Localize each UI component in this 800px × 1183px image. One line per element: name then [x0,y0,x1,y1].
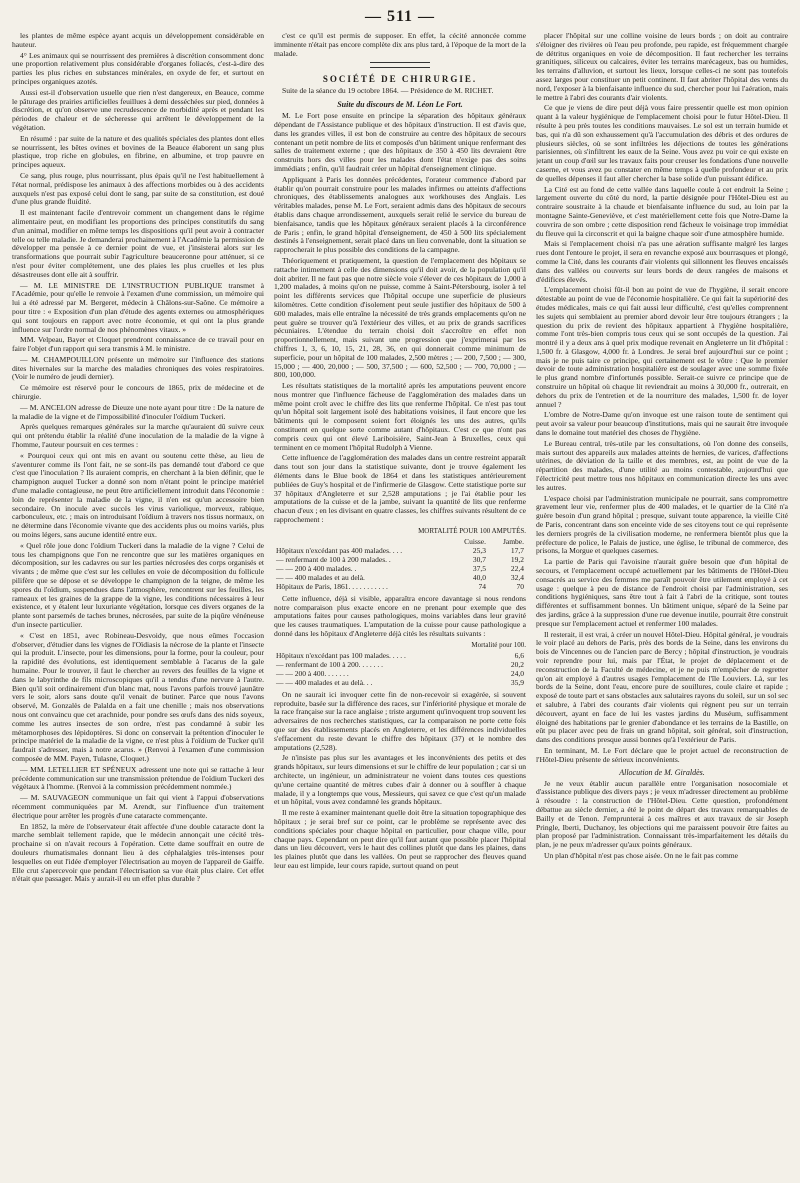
row-label: Hôpitaux n'excédant pas 100 malades. . . . . [276,650,406,660]
paragraph: Les résultats statistiques de la mortalité après les amputations peuvent encore nous montrer que l'influence fâcheuse de l'agglomération des malades dans un même point croît avec le chiffre des lits que renferme l'hôpital. Ce n'est pas tout qu'un hôpital soit largement isolé des habitations voisines, il faut encore que les bâtiments qui le composent soient fort éloignés les uns des autres, qu'ils constituent en quelque sorte comme autant d'hôpitaux. C'est ce que n'ont pas compris ceux qui ont élevé Lariboisière, Saint-Jean à Bruxelles, ceux qui terminent en ce moment l'hôpital Rudolph à Vienne. [274,381,526,452]
paragraph: « Pourquoi ceux qui ont mis en avant ou soutenu cette thèse, au lieu de s'aventurer comme ils l'ont fait, ne se sont-ils pas demandé tout d'abord ce que c'est que l'inoculation ? Ils auraient compris, en cherchant à la bien définir, que le champignon auquel Tucker a donné son nom n'étant point le principe matériel d'une maladie contagieuse, ne peut être artificiellement introduit dans l'économie : loin de représenter la maladie de la vigne, il n'en est qu'un accessoire bien secondaire. On inocule avec succès les virus variolique, morveux, rabique, carbonculeux, etc. ; mais on introduisant l'oïdium à travers nos tissus normaux, on ne détermine dans l'économie vivante que des accidents plus ou moins variés, plus ou moins légers, sans aucune identité entre eux. [12,450,264,540]
paragraph: Ce mémoire est réservé pour le concours de 1865, prix de médecine et de chirurgie. [12,383,264,402]
paragraph: placer l'hôpital sur une colline voisine de leurs bords ; on doit au contraire s'éloigner des rivières où l'eau peu profonde, peu rapide, est fréquemment chargée de détritus organiques en voie de décomposition. Il faut rechercher les terrains granitiques, siliceux ou calcaires, éviter les terrains marécageux, bas ou humides, les terrains d'alluvion, et surtout les lieux, lorsque celles-ci ne sont pas toutefois assez larges pour constituer un petit continent. Il faut abriter l'hôpital des vents du nord, l'exposer à la bienfaisante influence du sud, chercher pour lui l'aération, mais le mettre à l'abri des courants d'air violents. [536,32,788,102]
row-label: Hôpitaux n'excédant pas 400 malades. . . . [276,545,403,555]
row-label: — — 400 malades et au delà. . . [276,677,373,687]
paragraph: — M. CHAMPOUILLON présente un mémoire sur l'influence des stations dites hivernales sur la marche des maladies chroniques des voies respiratoires. (Voir le numéro de jeudi dernier). [12,354,264,382]
paragraph: Théoriquement et pratiquement, la question de l'emplacement des hôpitaux se rattache intimement à celle des dimensions qu'il doit avoir, de la population qu'il doit abriter. Il ne faut pas que notre siècle voie s'élever de ces hôpitaux de 1,000 à 1,200 malades, à moins qu'on ne puisse, comme à Saint-Pétersbourg, isoler à tel point les différents services que l'hôpital occupe une superficie de plusieurs kilomètres. Cette condition d'isolement peut seule justifier des hôpitaux de 500 à 600 malades, mais elle entraîne la nécessité de très grands emplacements qu'on ne peut guère se trouver qu'à l'extérieur des villes, et au prix de grands sacrifices pécuniaires. L'étendue du terrain choisi doit s'accroître en effet non proportionnellement, mais suivant une progression que j'exprimerai par les chiffres 1, 3, 6, 10, 15, 21, 28, 36, en qui donnerait comme minimum de superficie, pour un hôpital de 100 malades, 2,500 mètres ; — 200, 7,500 ; — 300, 15,000 ; — 400, 20,000 ; — 500, 37,500 ; — 600, 52,500 ; — 700, 70,000 ; — 800, 100,000. [274,255,526,380]
right-column [536,32,788,1177]
paragraph: — M. LE MINISTRE DE L'INSTRUCTION PUBLIQUE transmet à l'Académie, pour qu'elle le renvoie à l'examen d'une commission, un mémoire qui lui a été adressé par M. Bergeret, médecin à Châlons-sur-Saône. Ce mémoire a pour titre : « Exposition d'un plan d'étude des agents externes ou atmosphériques qui sont toujours en rapport avec notre économie, et qui ont la plus grande influence sur l'ordre normal de nos phénomènes vitaux. » [12,280,264,334]
paragraph: « C'est en 1851, avec Robineau-Desvoidy, que nous eûmes l'occasion d'observer, d'étudier dans les vignes de l'Oïdiasis la nécrose de la plante et l'insecte qui la produit. L'insecte, pour les dimensions, pour la forme, pour la couleur, pour la rapidité des évolutions, est identiquement semblable à l'acarus de la gale humaine. Pour le trouver, il faut le chercher au revers des feuilles de la vigne et dans le labyrinthe de fils microscopiques qu'il a tendus d'une nervure à l'autre. Bien qu'il soit ordinairement d'un blanc mat, nous l'avons parfois trouvé jaunâtre vers le soir, alors sans doute qu'il venait de butiner. Parce que nous l'avons observé, M. Gonzalès de Palalda en a fait une chenille ; mais nos observations nous ont convaincu que cet arachnide, pour pondre ses œufs dans des nids soyeux, comme les autres insectes de son ordre, n'est pas condamné à subir les métamorphoses des lépidoptères. Si donc on conservait la prétention d'inoculer le principe matériel de la maladie de la vigne, ce n'est plus à l'oïdium de Tucker qu'il faudrait s'adresser, mais à notre acarus. » (Renvoi à l'examen d'une commission composée de MM. Payen, Tulasne, Cloquet.) [12,630,264,763]
paragraph: L'ombre de Notre-Dame qu'on invoque est une raison toute de sentiment qui peut avoir sa valeur pour beaucoup d'institutions, mais qui ne saurait être invoquée dans le domaine tout matériel des choses de l'hygiène. [536,410,788,438]
section-separator [370,62,430,68]
mortality-table [274,537,526,591]
paragraph: MM. Velpeau, Bayer et Cloquet prendront connaissance de ce travail pour en faire l'objet d'un rapport qui sera transmis à M. le ministre. [12,335,264,354]
page-number: — 511 — [364,8,436,25]
left-column [12,32,264,1177]
paragraph: En résumé : par suite de la nature et des qualités spéciales des plantes dont elles se nourrissent, les bêtes ovines et bovines de la Beauce élaborent un sang plus plastique, trop riche en globules, en fibrine, en albumine, et trop pauvre en principes aqueux. [12,133,264,170]
paragraph: On ne saurait ici invoquer cette fin de non-recevoir si exagérée, si souvent reproduite, basée sur la différence des races, sur l'infériorité physique et morale de la race française sur la race anglaise ; triste argument qu'invoquent trop souvent les adversaires de nos recherches statistiques, car la comparaison ne porte cette fois que sur des établissements placés en Angleterre, et les différences individuelles s'effacement du reste devant le chiffre des hôpitaux (37) et le nombre des amputations (2,528). [274,689,526,752]
paragraph: Il resterait, il est vrai, à créer un nouvel Hôtel-Dieu. Hôpital général, je voudrais le voir placé au dehors de Paris, près des bords de la Seine, dans les environs du bois de Vincennes ou de l'ancien parc de Bercy ; hôpital d'instruction, je voudrais voir reprendre pour lui, mais par l'État, le projet de déplacement et de reconstruction de la Faculté de médecine, et je ne puis m'empêcher de regretter qu'on ait employé à d'autres usages l'emplacement de l'île Louviers. Là, sur les bords de la Seine, dont l'eau, encore pure de souillures, coule claire et rapide ; exposé de toute part et sans obstacles aux salutaires rayons du soleil, sur un sol sec et salubre, à l'abri des courants d'air violents qui règnent peu sur un terrain découvert, ayant en face de lui les vastes jardins du Muséum, suffisamment éloigné des habitations par le grenier d'abondance et les terrains de la Bastille, on eût pu placer avec peu de frais un grand hôpital, soit général, soit d'instruction, dans des conditions presque aussi bonnes qu'à l'extérieur de Paris. [536,629,788,745]
paragraph: 4° Les animaux qui se nourrissent des premières à discrétion consomment donc une proportion relativement plus considérable d'organes foliacés, c'est-à-dire des parties les plus riches en substances minérales, en oxyde de fer, et surtout en principes organiques azotés. [12,50,264,86]
middle-column [274,32,526,1177]
cell: 70 [516,581,524,591]
row-label: Hôpitaux de Paris, 1861. . . . . . . . . . . [276,581,388,591]
table-row [274,660,526,669]
paragraph: — M. SAUVAGEON communique un fait qui vient à l'appui d'observations récemment communiquées par M. Arendt, sur l'influence d'un traitement électrique pour arrêter les progrès d'une cataracte commençante. [12,793,264,820]
paragraph: Il est maintenant facile d'entrevoir comment un changement dans le régime alimentaire peut, en modifiant les proportions des principes constitutifs du sang d'un animal, modifier en même temps les dispositions qu'il peut avoir à contracter telle ou telle maladie. Je demanderai prochainement à l'Académie la permission de développer ma pensée à ce dernier point de vue, et j'insisterai alors sur les transformations que pourrait subir l'agriculture beauceronne pour atténuer, si ce n'est pour éviter complétement, une des plaies les plus cruelles et les plus désastreuses dont elle ait à souffrir. [12,208,264,279]
paragraph: Cette influence de l'agglomération des malades dans un centre restreint apparaît dans tout son jour dans la statistique suivante, dont je trouve également les éléments dans le Blue book de 1864 et dans les statistiques antérieurement publiées de Guy's hospital et de l'infirmerie de Glasgow. Cette statistique porte sur 37 hôpitaux d'Angleterre et sur 2,528 amputations ; je l'ai établie pour les amputations de la cuisse et de la jambe, suivant la quantité de lits que renferme chacun d'eux ; en les divisant en quatre classes, les chiffres suivants résultent de ce rapprochement : [274,453,526,525]
table-row [274,546,526,555]
paragraph: M. Le Fort pose ensuite en principe la séparation des hôpitaux généraux dépendant de l'Assistance publique et des hôpitaux d'instruction. Il est d'avis que, dans les grandes villes, il est bon de construire au centre des hôpitaux de secours contenant un petit nombre de lits et composés d'un bâtiment unique renfermant des salles de traitement externe ; que des hôpitaux de 350 à 450 lits devraient être construits hors des villes pour les malades dont l'état n'exige pas des soins immédiats ; enfin, qu'il faudrait créer un hôpital d'enseignement clinique. [274,111,526,173]
paragraph: Aussi est-il d'observation usuelle que rien n'est dangereux, en Beauce, comme le pâturage des prairies artificielles feuillues à demi desséchées sur pied, données à discrétion, et qu'on observe une recrudescence de morbidité après et pendant les périodes de chaleur et de sécheresse qui arrêtent le développement de la végétation. [12,87,264,132]
cell: 37,5 [472,563,486,573]
cell: 74 [478,581,486,591]
paragraph: La partie de Paris qui l'avoisine n'aurait guère besoin que d'un hôpital de secours, et l'emplacement occupé actuellement par les bâtiments de l'Hôtel-Dieu consacrés au service des femmes me paraît pouvoir être utilement employé à cet usage : quelque à peu de distance de l'endroit choisi par l'administration, ses conditions hygiéniques, sans être tout à fait à l'abri de la critique, sont toutes différentes et suffisamment bonnes. Un bâtiment unique, séparé de la Seine par des jardins, grâce à la suppression d'une rue devenue inutile, pourrait être construit presque sur l'emplacement actuel et renfermer 100 malades. [536,557,788,628]
row-label: — renfermant de 100 à 200. . . . . . . [276,659,384,669]
table-row [274,555,526,564]
column-header: Jambe. [502,536,524,546]
cell: 25,3 [472,545,486,555]
paragraph: c'est ce qu'il est permis de supposer. En effet, la cécité annoncée comme imminente n'était pas encore complète dix ans plus tard, à l'époque de la mort de la malade. [274,32,526,58]
row-label: — renfermant de 100 à 200 malades. . [276,554,391,564]
paragraph: « Quel rôle joue donc l'oïdium Tuckeri dans la maladie de la vigne ? Celui de tous les champignons que l'on ne rencontre que sur les matières organiques en décomposition, sur les cadavres ou sur les parties nécrosées des corps organisés et vivants ; de même que c'est sur les cellules en voie de décomposition du follicule pilifère que se dépose et se développe le champignon de la teigne, de même les spores du l'oïdium, suspendues dans l'atmosphère, rencontrent sur les feuilles, les rameaux et les graines de la grappe de la vigne, les conditions nécessaires à leur existence, et y étalent leur luxuriante végétation, lorsque ces divers organes de la plante sont parsemés de taches brunes, nécrosées, par suite de la piqûre vénéneuse d'un insecte particulier. [12,540,264,629]
paragraph: En 1852, la mère de l'observateur était affectée d'une double cataracte dont la marche semblait tellement rapide, que le médecin annonçait une cécité très-prochaine si on n'avait recours à l'opération. Cette dame souffrait en outre de douleurs rhumatismales donnant lieu à des céphalalgies très-intenses pour lesquelles on eut l'idée d'employer l'électrisation au moyen de l'appareil de Gaiffe. Elle crut s'apercevoir que pendant l'électrisation sa vue était plus claire. Cet effet n'était que passager. Mais y aurait-il eu un effet plus durable ? [12,821,264,884]
paragraph: Je ne veux établir aucun parallèle entre l'organisation nosocomiale et d'assistance publique des divers pays ; je veux m'adresser directement au problème à résoudre : la construction de l'Hôtel-Dieu. Cette question, profondément débattue au siècle dernier, a été le point de départ des travaux remarquables de Bailly et de Tenon. J'emprunterai à ces maîtres et aux travaux de sir Joseph Pringle, Iberti, Duchanoy, les objections qui me paraissent pouvoir être faites au plan proposé par l'administration. Connaissant très-imparfaitement les détails du plan, je ne peux m'adresser qu'aux points généraux. [536,778,788,850]
paragraph: La Cité est au fond de cette vallée dans laquelle coule à cet endroit la Seine ; largement ouverte du côté du nord, la partie désignée pour l'Hôtel-Dieu est au contraire soustraite à la chaude et bienfaisante influence du sud, au loin par la montagne Sainte-Geneviève, et c'est matériellement cette fois que Notre-Dame la couvrira de son ombre ; cette disposition rend fâcheux le voisinage trop immédiat du fleuve qui la circonscrit et qui la baigne chaque soir d'une atmosphère humide. [536,184,788,238]
cell: 35,9 [510,677,524,687]
cell: 6,6 [514,650,524,660]
cell: 30,7 [472,554,486,564]
cell: 32,4 [510,572,524,582]
table-row [274,582,526,591]
paragraph: L'espace choisi par l'administration municipale ne pourrait, sans compromettre gravement leur vie, renfermer plus de 400 malades, et le quartier de la Cité n'a guère besoin d'un grand hôpital ; presque, suivant toute apparence, la vieille Cité de Paris, concentrant dans son enceinte vide de ses citoyens tout ce qui représente les derniers progrès de la civilisation moderne, ne renfermera bientôt plus que la préfecture de police, le Palais de justice, une église, le tribunal de commerce, des prisons, la Morgue et quelques casernes. [536,493,788,556]
paragraph: Cette influence, déjà si visible, apparaîtra encore davantage si nous rendons notre comparaison plus exacte encore en ne prenant pour exemple que des amputations faites pour causes pathologiques, moins variables dans leur gravité que les causes traumatiques. L'amputation de la cuisse pour cause pathologique a donné dans les hôpitaux d'Angleterre déjà cités les résultats suivants : [274,593,526,639]
cell: 17,7 [510,545,524,555]
paragraph: — MM. LETELLIER ET SPÉNEUX adressent une note qui se rattache à leur précédente communication sur une transmission prétendue de l'oïdium Tuckeri des végétaux à l'homme. (Renvoi à la commission précédemment nommée.) [12,764,264,792]
pathological-mortality-table [274,651,526,687]
paragraph: Il me reste à examiner maintenant quelle doit être la situation topographique des hôpitaux ; je serai bref sur ce point, car le problème se représente avec des conditions spéciales pour chaque hôpital en particulier, pour chaque ville, pour chaque pays. Cependant on peut dire qu'il faut autant que possible placer l'hôpital dans un lieu découvert, vers le haut des collines plutôt que dans les plaines, dans les plaines plutôt que dans les vallées. On peut se rapprocher des fleuves quand leur eau est limpide, leur cours rapide, surtout quand on peut [274,808,526,870]
session-line: Suite de la séance du 19 octobre 1864. — Présidence de M. RICHET. [282,86,494,96]
paragraph: Ce que je viens de dire peut déjà vous faire pressentir quelle est mon opinion quant à la valeur hygiénique de l'emplacement choisi pour le futur Hôtel-Dieu. Il résulte à peu près toutes les conditions mauvaises. Le sol est un terrain humide et bas, qui n'a dû son exhaussement qu'à l'accumulation des débris et des ordures de plusieurs siècles, où se sont infiltrées les déjections de toutes les générations parisiennes, où s'infiltrent les eaux de la Seine. Vous avez pu voir ce qui existe en jetant un coup d'œil sur les travaux faits pour creuser les fondations d'une nouvelle caserne, et vous avez pu constater en même temps à quelle profondeur et au prix de quelles dépenses il faut aller chercher la base solide d'un puissant édifice. [536,103,788,183]
cell: 40,0 [472,572,486,582]
paragraph: Mais si l'emplacement choisi n'a pas une aération suffisante malgré les larges rues dont l'entoure le projet, il sera en revanche exposé aux bourrasques et plongé, comme la Cité, dans les courants d'air violents qui sillonnent les fleuves encaissés dans des vallées ou couverts sur leurs bords de deux rangées de maisons et d'édifices élevés. [536,239,788,284]
cell: 22,4 [510,563,524,573]
table-header: Mortalité pour 100. [471,640,526,649]
paragraph: Je n'insiste pas plus sur les avantages et les inconvénients des petits et des grands hôpitaux, sur leurs dimensions et sur le chiffre de leur population ; car si un architecte, un ingénieur, un administrateur ne voient dans toutes ces questions qu'une certaine quantité de mètres cubes d'air à donner ou à souffler à chaque malade, il y a longtemps que vous, Messieurs, qui savez ce que c'est qu'un malade et un hôpital, vous avez condamné les grands hôpitaux. [274,753,526,807]
table-row [274,669,526,678]
columns [12,32,788,1177]
paragraph: — M. ANCELON adresse de Dieuze une note ayant pour titre : De la nature de la maladie de la vigne et de l'impossibilité d'inoculer l'oïdium Tuckeri. [12,402,264,421]
table-header: MORTALITÉ POUR 100 AMPUTÉS. [418,526,526,535]
section-subtitle: Allocution de M. Giraldès. [619,767,705,777]
paragraph: Le Bureau central, très-utile par les consultations, où l'on donne des conseils, mais surtout des appareils aux malades atteints de hernies, de varices, d'affections utérines, de déviation de la taille et des membres, est, au point de vue de la répartition des malades, d'une utilité au moins contestable, aujourd'hui que l'électricité peut mettre tous nos hôpitaux en communication directe les uns avec les autres. [536,438,788,492]
table-row [274,678,526,687]
row-label: — — 400 malades et au delà. [276,572,365,582]
paragraph: Ce sang, plus rouge, plus nourrissant, plus épais qu'il ne l'est habituellement à l'état normal, prédispose les animaux à des affections morbides ou à des accidents auxquels n'est pas exposé celui dont le sang, par suite de sa constitution, est doué d'une plus grande fluidité. [12,170,264,207]
paragraph: Après quelques remarques générales sur la marche qu'auraient dû suivre ceux qui ont prétendu établir la réalité d'une inoculation de la maladie de la vigne à l'homme, l'auteur poursuit en ces termes : [12,422,264,450]
paragraph: L'emplacement choisi fût-il bon au point de vue de l'hygiène, il serait encore détestable au point de vue de l'économie hospitalière. Ce qui fait la supériorité des études médicales, mais ce qui fait aussi leur difficulté, c'est qu'elles comprennent les sujets qui semblaient au premier abord devoir leur être toujours étrangers ; la question du prix de revient des hôpitaux appartient à l'hygiène hospitalière, comme l'ont très-bien compris tous ceux qui se sont occupés de la question. J'ai montré il y a deux ans à quel prix modique revenait en Angleterre un lit d'hôpital : 1,500 fr. à Glasgow, 4,000 fr. à Londres. Je serai bref aujourd'hui sur ce point ; mais je ne puis taire ce principe, qui certainement est le vôtre : Que le premier devoir de toute administration hospitalière est de soulager avec une somme fixée le plus grand nombre d'infortunés possible. Serait-ce suivre ce principe que de construire un hôpital où chaque lit reviendrait au moins à 30,000 fr., outrerait, en dehors du prix de l'entretien et de la nourriture des malades, 1,500 fr. de loyer annuel ? [536,285,788,409]
section-subtitle: Suite du discours de M. Léon Le Fort. [337,100,463,110]
row-label: — — 200 à 400 malades. . [276,563,357,573]
column-header: Cuisse. [464,536,486,546]
cell: 24,0 [510,668,524,678]
paragraph: En terminant, M. Le Fort déclare que le projet actuel de reconstruction de l'Hôtel-Dieu présente de sérieux inconvénients. [536,745,788,764]
table-row [274,537,526,546]
cell: 19,2 [510,554,524,564]
paragraph: Un plan d'hôpital n'est pas chose aisée. On ne le fait pas comme [544,850,739,860]
table-row [274,651,526,660]
section-title: SOCIÉTÉ DE CHIRURGIE. [322,74,478,85]
row-label: — — 200 à 400. . . . . . . [276,668,349,678]
paragraph: Appliquant à Paris les données précédentes, l'orateur commence d'abord par établir qu'on pourrait construire pour les malades infirmes ou atteints d'affections chroniques, des établissements analogues aux workhouses des Anglais. Les véritables malades, pense M. Le Fort, seraient admis dans des hôpitaux de secours établis dans chaque arrondissement, auxquels serait relié le service du bureau de bienfaisance, tandis que les hôpitaux généraux seraient placés à la circonférence de Paris ; enfin, le grand hôpital d'enseignement, de 450 à 500 lits spécialement destinés à l'enseignement, serait placé dans un lieu convenable, dont la situation se rapprocherait le plus possible des conditions de la campagne. [274,174,526,255]
table-row [274,573,526,582]
cell: 20,2 [510,659,524,669]
paragraph: les plantes de même espèce ayant acquis un développement considérable en hauteur. [12,32,264,49]
table-row [274,564,526,573]
